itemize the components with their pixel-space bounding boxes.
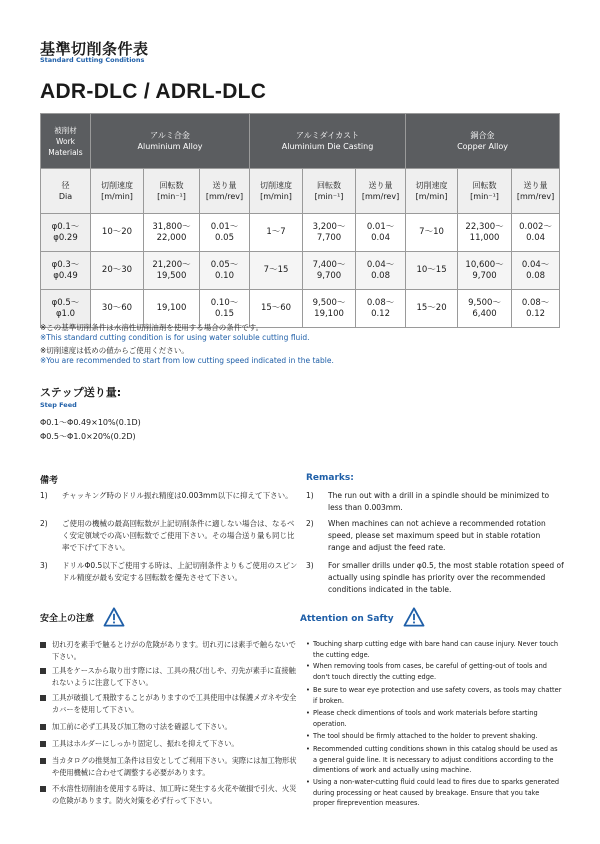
warning-icon xyxy=(403,607,425,627)
remarks-en-title: Remarks: xyxy=(306,473,354,483)
material-copper-alloy: 銅合金 Copper Alloy xyxy=(406,114,560,169)
safety-jp-heading xyxy=(40,606,125,627)
table-cell: 30～60 xyxy=(91,290,144,328)
table-cell: 0.08～ 0.12 xyxy=(512,290,560,328)
remarks-jp-title: 備考 xyxy=(40,476,59,486)
cutting-speed-header: 切削速度 [m/min] xyxy=(250,169,303,214)
table-cell: 15～20 xyxy=(406,290,458,328)
safety-jp-title: 安全上の注意 xyxy=(40,614,95,624)
table-row xyxy=(41,252,560,290)
table-cell: 0.01～ 0.05 xyxy=(200,214,250,252)
note-en-2: ※You are recommended to start from low cutting speed indicated in the table. xyxy=(40,356,334,365)
table-cell: 21,200～ 19,500 xyxy=(144,252,200,290)
rotation-header: 回転数 [min⁻¹] xyxy=(144,169,200,214)
table-cell: 22,300～ 11,000 xyxy=(458,214,512,252)
dia-cell: φ0.1～ φ0.29 xyxy=(41,214,91,252)
table-cell: 7,400～ 9,700 xyxy=(303,252,356,290)
table-cell: 31,800～ 22,000 xyxy=(144,214,200,252)
table-cell: 0.04～ 0.08 xyxy=(512,252,560,290)
cutting-speed-header: 切削速度 [m/min] xyxy=(91,169,144,214)
rotation-header: 回転数 [min⁻¹] xyxy=(458,169,512,214)
note-jp-1: ※この基準切削条件は水溶性切削油剤を使用する場合の条件です。 xyxy=(40,323,264,332)
table-cell: 15～60 xyxy=(250,290,303,328)
work-materials-header: 被削材 Work Materials xyxy=(41,114,91,169)
table-cell: 7～15 xyxy=(250,252,303,290)
table-cell: 10～20 xyxy=(91,214,144,252)
feed-header: 送り量 [mm/rev] xyxy=(512,169,560,214)
page-title-en: Standard Cutting Conditions xyxy=(40,56,145,64)
table-cell: 0.10～ 0.15 xyxy=(200,290,250,328)
cutting-conditions-table xyxy=(40,113,560,328)
safety-en-heading xyxy=(300,606,425,627)
table-cell: 0.05～ 0.10 xyxy=(200,252,250,290)
step-feed-title-jp: ステップ送り量: xyxy=(40,386,122,399)
material-aluminium-die-casting: アルミダイカスト Aluminium Die Casting xyxy=(250,114,406,169)
note-jp-2: ※切削速度は低めの値からご使用ください。 xyxy=(40,346,189,355)
dia-header: 径 Dia xyxy=(41,169,91,214)
dia-cell: φ0.3～ φ0.49 xyxy=(41,252,91,290)
table-cell: 9,500～ 19,100 xyxy=(303,290,356,328)
material-aluminium-alloy: アルミ合金 Aluminium Alloy xyxy=(91,114,250,169)
dia-cell: φ0.5～ φ1.0 xyxy=(41,290,91,328)
feed-header: 送り量 [mm/rev] xyxy=(200,169,250,214)
table-cell: 0.08～ 0.12 xyxy=(356,290,406,328)
table-cell: 0.002～ 0.04 xyxy=(512,214,560,252)
table-cell: 9,500～ 6,400 xyxy=(458,290,512,328)
safety-en-title: Attention on Safty xyxy=(300,614,394,624)
table-cell: 10～15 xyxy=(406,252,458,290)
step-feed-line: Φ0.1～Φ0.49×10%(0.1D) xyxy=(40,418,141,427)
table-cell: 0.04～ 0.08 xyxy=(356,252,406,290)
step-feed-title-en: Step Feed xyxy=(40,401,77,409)
table-cell: 20～30 xyxy=(91,252,144,290)
table-cell: 10,600～ 9,700 xyxy=(458,252,512,290)
feed-header: 送り量 [mm/rev] xyxy=(356,169,406,214)
note-en-1: ※This standard cutting condition is for using water soluble cutting fluid. xyxy=(40,333,310,342)
page-title-jp: 基準切削条件表 xyxy=(40,40,149,58)
table-cell: 0.01～ 0.04 xyxy=(356,214,406,252)
table-cell: 3,200～ 7,700 xyxy=(303,214,356,252)
warning-icon xyxy=(103,607,125,627)
table-cell: 19,100 xyxy=(144,290,200,328)
table-cell: 1～7 xyxy=(250,214,303,252)
rotation-header: 回転数 [min⁻¹] xyxy=(303,169,356,214)
table-cell: 7～10 xyxy=(406,214,458,252)
product-name: ADR-DLC / ADRL-DLC xyxy=(40,80,267,103)
step-feed-line: Φ0.5～Φ1.0×20%(0.2D) xyxy=(40,432,136,441)
table-row xyxy=(41,214,560,252)
cutting-speed-header: 切削速度 [m/min] xyxy=(406,169,458,214)
